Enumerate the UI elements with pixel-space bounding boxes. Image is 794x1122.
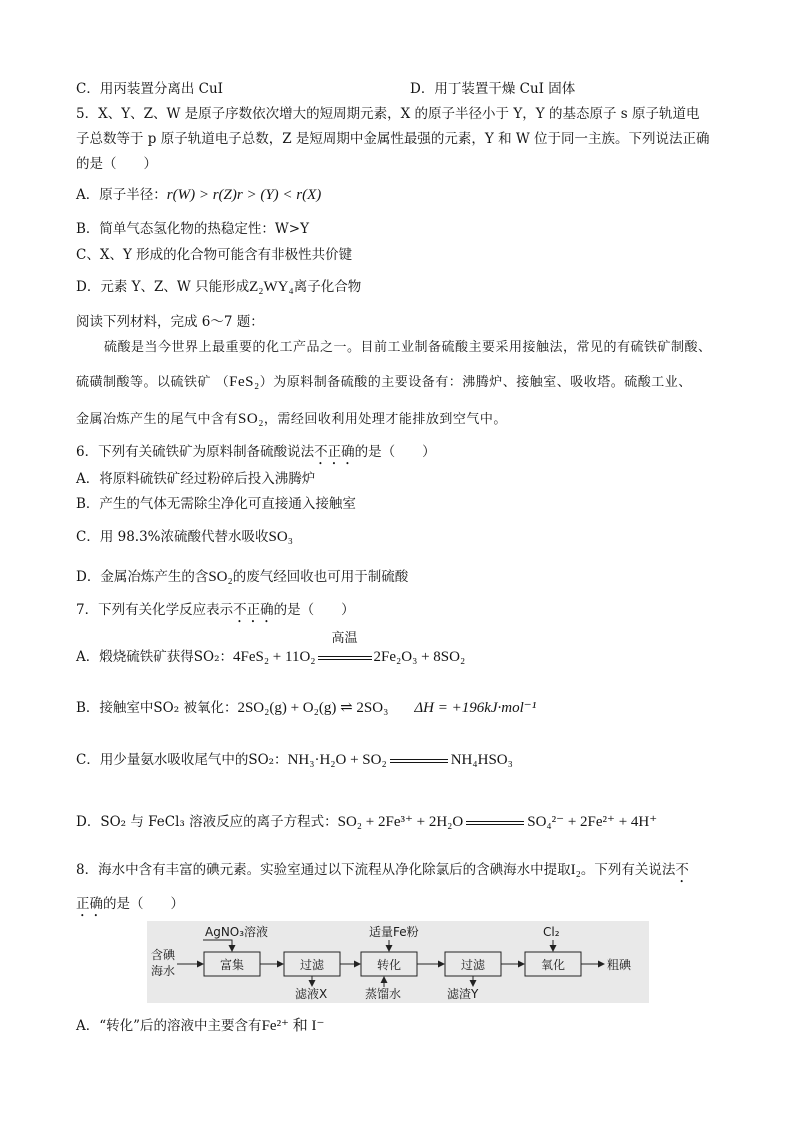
q7-option-a-lhs: 4FeS₂ + 11O₂ <box>232 649 316 665</box>
q7-option-c-rhs: NH₄HSO₃ <box>450 752 513 768</box>
q7-option-b-equation: 2SO₂(g) + O₂(g) ⇌ 2SO₃ <box>237 700 389 716</box>
q7-option-d-rhs: SO₄²⁻ + 2Fe²⁺ + 4H⁺ <box>527 814 658 830</box>
q7-option-c-equals <box>390 759 448 763</box>
q7-option-d-equals <box>466 821 524 825</box>
q5-option-d <box>76 278 361 296</box>
flow-start-line2: 海水 <box>151 964 176 978</box>
q7-option-b-pre: B．接触室中SO₂ 被氧化： <box>76 700 238 716</box>
q8-stem-line2 <box>76 895 184 920</box>
q6-stem <box>76 443 436 468</box>
material-line2-pre: 硫磺制酸等。以硫铁矿 （ <box>76 375 230 390</box>
q6-option-d-formula: SO₂ <box>208 569 233 585</box>
q5-option-d-formula: Z₂WY₄ <box>249 279 294 295</box>
material-paragraph-line3 <box>76 410 507 429</box>
q7-option-c-pre: C．用少量氨水吸收尾气中的SO₂： <box>76 752 288 768</box>
q7-option-c-lhs: NH₃·H₂O + SO₂ <box>287 752 387 768</box>
q6-option-c <box>76 528 293 546</box>
q7-stem <box>76 601 355 626</box>
q7-option-a-arrow <box>316 631 374 666</box>
q4-option-d: D．用丁装置干燥 CuI 固体 <box>410 81 576 97</box>
q5-option-d-post: 离子化合物 <box>293 279 362 295</box>
flow-reagent-fe: 适量Fe粉 <box>369 925 419 939</box>
q7-option-d-lhs: SO₂ + 2Fe³⁺ + 2H₂O <box>337 814 464 830</box>
q5-option-b: B．简单气态氢化物的热稳定性：W>Y <box>76 221 310 237</box>
q8-stem-line1 <box>76 861 689 886</box>
q7-stem-pre: 7．下列有关化学反应表示 <box>76 602 234 618</box>
material-line3-post: ，需经回收利用处理才能排放到空气中。 <box>263 412 507 427</box>
q7-option-a <box>76 631 466 666</box>
q4-option-c: C．用丙装置分离出 CuI <box>76 81 223 97</box>
material-line3-pre: 金属冶炼产生的尾气中含有 <box>76 412 239 427</box>
flow-input-water: 蒸馏水 <box>365 987 402 1001</box>
flow-box-convert-label: 转化 <box>376 958 402 972</box>
q7-option-d <box>76 813 657 831</box>
flow-reagent-agno3: AgNO₃溶液 <box>205 925 269 939</box>
q5-stem-line2: 子总数等于 p 原子轨道电子总数，Z 是短周期中金属性最强的元素，Y 和 W 位于同一主族。下列说法正确 <box>76 131 710 147</box>
flow-end-label: 粗碘 <box>607 958 632 972</box>
material-paragraph-line2 <box>76 373 692 392</box>
q6-stem-post: 的是（ ） <box>354 444 436 460</box>
flow-output-filtrate-x: 滤液X <box>295 987 328 1001</box>
q8-option-a-formula: Fe²⁺ 和 I⁻ <box>261 1018 325 1034</box>
q7-option-d-pre: D．SO₂ 与 FeCl₃ 溶液反应的离子方程式： <box>76 814 338 830</box>
q7-stem-emphasis: 不正确 <box>233 602 274 618</box>
q6-option-d-pre: D．金属冶炼产生的含 <box>76 569 209 585</box>
q5-option-a-formula: r(W) > r(Z)r > (Y) < r(X) <box>166 187 322 203</box>
material-intro: 阅读下列材料，完成 6～7 题： <box>76 314 264 330</box>
q8-stem-emphasis2: 正确 <box>76 896 103 912</box>
material-line2-formula: FeS₂ <box>229 374 260 390</box>
q7-option-b <box>76 699 536 717</box>
q6-option-c-pre: C．用 98.3%浓硫酸代替水吸收 <box>76 529 269 545</box>
material-paragraph-line1: 硫酸是当今世界上最重要的化工产品之一。目前工业制备硫酸主要采用接触法，常见的有硫铁矿制酸、 <box>104 340 712 355</box>
q7-option-a-condition: 高温 <box>331 631 358 646</box>
q5-option-d-pre: D．元素 Y、Z、W 只能形成 <box>76 279 250 295</box>
flowchart-svg <box>147 921 649 1003</box>
q8-stem-emphasis1: 不 <box>675 862 689 878</box>
q7-option-c <box>76 751 513 769</box>
flow-box-filter1-label: 过滤 <box>299 958 325 972</box>
q7-stem-post: 的是（ ） <box>273 602 355 618</box>
q8-stem-pre: 8．海水中含有丰富的碘元素。实验室通过以下流程从净化除氯后的含碘海水中提取 <box>76 862 571 878</box>
q5-option-c: C、X、Y 形成的化合物可能含有非极性共价键 <box>76 247 353 263</box>
q6-option-b: B．产生的气体无需除尘净化可直接通入接触室 <box>76 496 356 512</box>
q6-option-a: A．将原料硫铁矿经过粉碎后投入沸腾炉 <box>76 471 316 487</box>
q6-stem-pre: 6．下列有关硫铁矿为原料制备硫酸说法 <box>76 444 315 460</box>
q7-option-b-enthalpy: ΔH = +196kJ·mol⁻¹ <box>414 700 537 716</box>
flow-box-filter2-label: 过滤 <box>460 958 486 972</box>
q5-stem-line1: 5．X、Y、Z、W 是原子序数依次增大的短周期元素，X 的原子半径小于 Y，Y 的基态原子 s 原子轨道电 <box>76 106 700 122</box>
flow-start-line1: 含碘 <box>151 948 176 962</box>
q5-option-a <box>76 186 321 204</box>
q6-option-d <box>76 568 408 586</box>
q7-option-a-pre: A．煅烧硫铁矿获得SO₂： <box>76 649 233 665</box>
q6-option-c-formula: SO₃ <box>268 529 293 545</box>
flow-reagent-cl2: Cl₂ <box>543 925 560 939</box>
q8-stem-formula: I₂ <box>570 862 581 878</box>
flow-output-residue-y: 滤渣Y <box>447 987 479 1001</box>
material-line2-post: ）为原料制备硫酸的主要设备有：沸腾炉、接触室、吸收塔。硫酸工业、 <box>259 375 692 390</box>
flow-box-enrich-label: 富集 <box>219 958 245 972</box>
iodine-extraction-flowchart <box>147 921 649 1003</box>
q8-stem-post: 。下列有关说法 <box>580 862 676 878</box>
q8-option-a <box>76 1017 324 1035</box>
flow-box-oxidize-label: 氧化 <box>540 958 566 972</box>
q5-option-a-label: A．原子半径： <box>76 187 167 203</box>
q7-option-a-rhs: 2Fe₂O₃ + 8SO₂ <box>373 649 466 665</box>
material-line3-formula: SO₂ <box>238 411 264 427</box>
q6-option-d-post: 的废气经回收也可用于制硫酸 <box>232 569 409 585</box>
q8-stem-line2-post: 的是（ ） <box>103 896 184 912</box>
q8-option-a-pre: A．“转化”后的溶液中主要含有 <box>76 1018 262 1034</box>
q6-stem-emphasis: 不正确 <box>314 444 355 460</box>
q5-stem-line3: 的是（ ） <box>76 156 157 172</box>
